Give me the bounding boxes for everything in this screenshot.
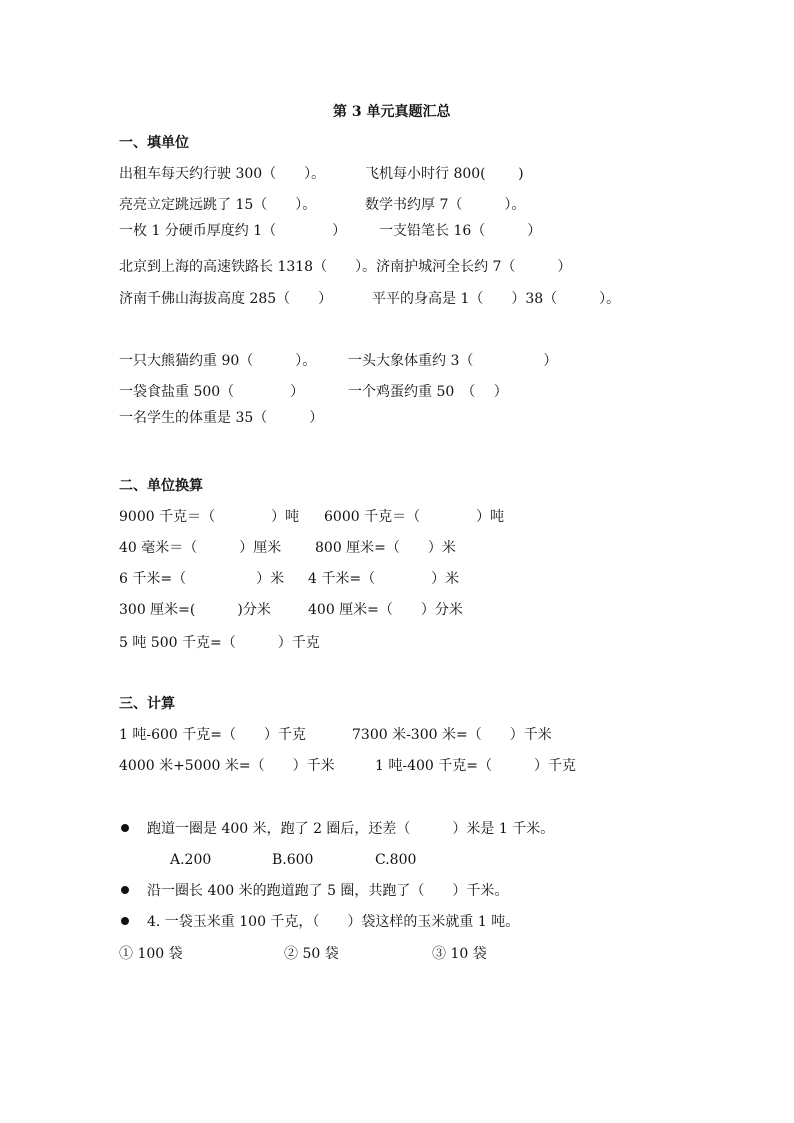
page-title: 第 3 单元真题汇总 bbox=[333, 104, 451, 120]
question-line: 数学书约厚 7（ ）。 bbox=[365, 197, 526, 213]
question-line: 一袋食盐重 500（ ） bbox=[119, 384, 305, 400]
section-heading-calculation: 三、计算 bbox=[119, 696, 175, 712]
question-line: 300 厘米=( )分米 bbox=[119, 602, 271, 618]
question-line: 6000 千克＝（ ）吨 bbox=[324, 509, 505, 525]
question-line: 一个鸡蛋约重 50 （ ） bbox=[348, 384, 508, 400]
choice-question: 4. 一袋玉米重 100 千克，（ ）袋这样的玉米就重 1 吨。 bbox=[147, 914, 520, 930]
question-line: 400 厘米=（ ）分米 bbox=[308, 602, 463, 618]
question-line: 济南千佛山海拔高度 285（ ） bbox=[119, 291, 333, 307]
question-line: 800 厘米=（ ）米 bbox=[315, 540, 456, 556]
choice-option: B.600 bbox=[272, 852, 314, 868]
bullet-icon bbox=[121, 917, 129, 925]
question-line: 4000 米+5000 米=（ ）千米 bbox=[119, 758, 335, 774]
question-line: 7300 米-300 米=（ ）千米 bbox=[352, 727, 552, 743]
question-line: 40 毫米＝（ ）厘米 bbox=[119, 540, 282, 556]
question-line: 北京到上海的高速铁路长 1318（ ）。济南护城河全长约 7（ ） bbox=[119, 259, 572, 275]
choice-option: ① 100 袋 bbox=[119, 946, 183, 962]
question-line: 1 吨-600 千克=（ ）千克 bbox=[119, 727, 306, 743]
choice-option: ② 50 袋 bbox=[284, 946, 339, 962]
choice-question: 跑道一圈是 400 米，跑了 2 圈后，还差（ ）米是 1 千米。 bbox=[147, 821, 555, 837]
question-line: 平平的身高是 1（ ）38（ ）。 bbox=[372, 291, 621, 307]
choice-option: C.800 bbox=[375, 852, 417, 868]
question-line: 6 千米=（ ）米 bbox=[119, 571, 285, 587]
question-line: 一枚 1 分硬币厚度约 1（ ） bbox=[119, 223, 347, 239]
choice-option: ③ 10 袋 bbox=[432, 946, 487, 962]
choice-question: 沿一圈长 400 米的跑道跑了 5 圈，共跑了（ ）千米。 bbox=[147, 883, 509, 899]
question-line: 5 吨 500 千克=（ ）千克 bbox=[119, 635, 320, 651]
question-line: 1 吨-400 千克=（ ）千克 bbox=[375, 758, 576, 774]
section-heading-fill-units: 一、填单位 bbox=[119, 135, 189, 151]
question-line: 亮亮立定跳远跳了 15（ ）。 bbox=[119, 197, 317, 213]
question-line: 4 千米=（ ）米 bbox=[308, 571, 460, 587]
question-line: 出租车每天约行驶 300（ ）。 bbox=[119, 166, 326, 182]
choice-option: A.200 bbox=[170, 852, 212, 868]
question-line: 飞机每小时行 800( ) bbox=[365, 166, 524, 182]
question-line: 一只大熊猫约重 90（ ）。 bbox=[119, 353, 317, 369]
question-line: 一头大象体重约 3（ ） bbox=[348, 353, 558, 369]
bullet-icon bbox=[121, 886, 129, 894]
question-line: 9000 千克＝（ ）吨 bbox=[119, 509, 300, 525]
bullet-icon bbox=[121, 824, 129, 832]
question-line: 一支铅笔长 16（ ） bbox=[379, 223, 542, 239]
question-line: 一名学生的体重是 35（ ） bbox=[119, 410, 324, 426]
section-heading-unit-conversion: 二、单位换算 bbox=[119, 478, 203, 494]
